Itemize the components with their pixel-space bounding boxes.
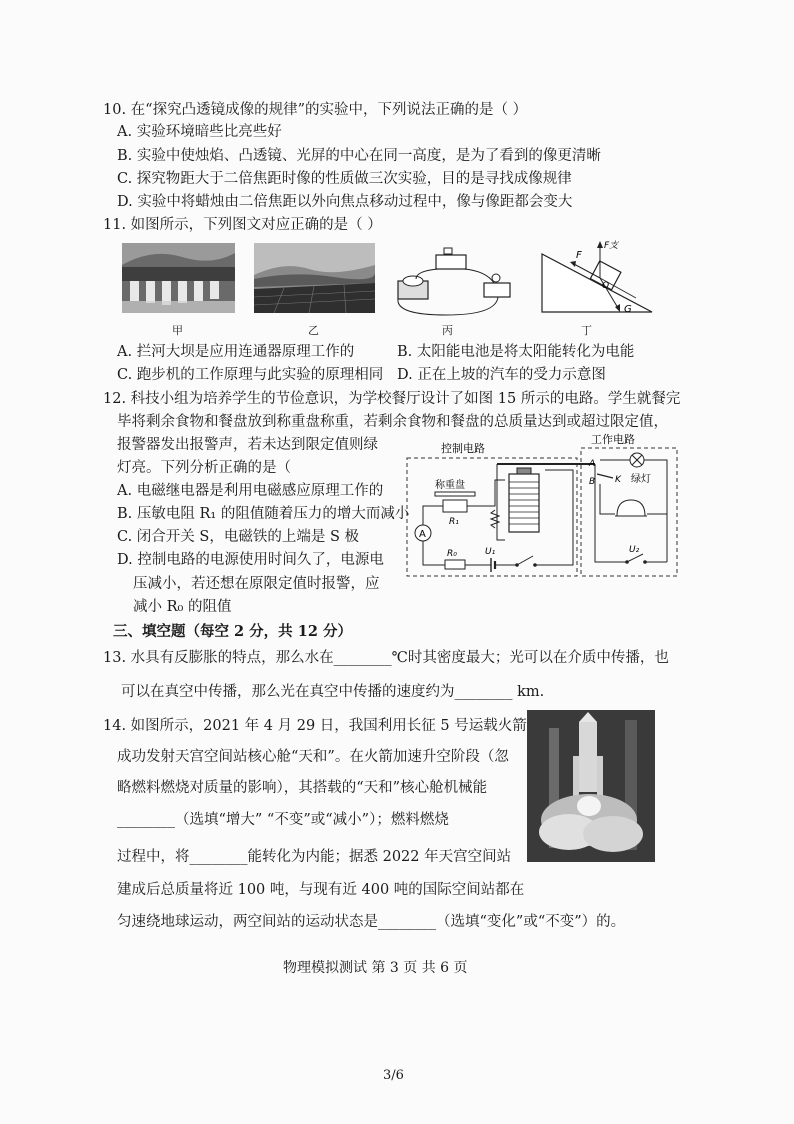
page-number: 3/6 xyxy=(383,1068,404,1083)
r0-label: R₀ xyxy=(447,549,457,559)
caption-yi: 乙 xyxy=(308,324,319,337)
q12-line1: 12. 科技小组为培养学生的节俭意识，为学校餐厅设计了如图 15 所示的电路。学生就餐完 xyxy=(103,391,681,407)
q11-option-c: C. 跑步机的工作原理与此实验的原理相同 xyxy=(117,367,384,383)
q14-line7: 匀速绕地球运动，两空间站的运动状态是________（选填“变化”或“不变”）的。 xyxy=(117,914,626,930)
motor-experiment-drawing xyxy=(386,243,519,321)
q13-line1: 13. 水具有反膨胀的特点，那么水在________℃时其密度最大；光可以在介质中传播，也 xyxy=(103,650,669,666)
alarm-circuit-figure xyxy=(405,430,679,580)
q12-option-d-line1: D. 控制电路的电源使用时间久了，电源电 xyxy=(117,552,384,568)
q14-line5: 过程中，将________能转化为内能；据悉 2022 年天宫空间站 xyxy=(117,849,512,865)
control-circuit-label: 控制电路 xyxy=(441,442,485,455)
q11-option-a: A. 拦河大坝是应用连通器原理工作的 xyxy=(117,344,355,360)
r1-label: R₁ xyxy=(449,517,459,527)
u1-label: U₁ xyxy=(485,547,496,557)
q11-stem: 11. 如图所示，下列图文对应正确的是（ ） xyxy=(103,217,382,233)
contact-a-label: A xyxy=(589,459,596,469)
dam-photo xyxy=(122,243,235,313)
q12-line2: 毕将剩余食物和餐盘放到称重盘称重，若剩余食物和餐盘的总质量达到或超过限定值， xyxy=(117,414,668,430)
q12-line4: 灯亮。下列分析正确的是（ xyxy=(117,460,291,476)
label-f: F xyxy=(576,250,582,261)
contact-b-label: B xyxy=(589,477,596,487)
q10-option-c: C. 探究物距大于二倍焦距时像的性质做三次实验，目的是寻找成像规律 xyxy=(117,171,572,187)
incline-force-diagram xyxy=(540,238,658,316)
q14-line2: 成功发射天宫空间站核心舱“天和”。在火箭加速升空阶段（忽 xyxy=(117,749,509,765)
caption-bing: 丙 xyxy=(442,324,453,337)
caption-ding: 丁 xyxy=(581,324,592,337)
q12-option-c: C. 闭合开关 S，电磁铁的上端是 S 极 xyxy=(117,529,359,545)
label-g: G xyxy=(624,304,632,315)
q11-option-b: B. 太阳能电池是将太阳能转化为电能 xyxy=(397,344,635,360)
ammeter-label: A xyxy=(419,529,426,540)
incline-force-figure xyxy=(540,238,658,316)
contact-k-label: K xyxy=(615,475,621,485)
q14-line1: 14. 如图所示，2021 年 4 月 29 日，我国利用长征 5 号运载火箭 xyxy=(103,718,527,734)
q10-option-d: D. 实验中将蜡烛由二倍焦距以外向焦点移动过程中，像与像距都会变大 xyxy=(117,194,573,210)
motor-experiment-figure xyxy=(386,243,519,321)
dam-illustration xyxy=(122,243,235,313)
q14-line6: 建成后总质量将近 100 吨，与现有近 400 吨的国际空间站都在 xyxy=(117,882,525,898)
u2-label: U₂ xyxy=(629,545,640,555)
q12-line3: 报警器发出报警声，若未达到限定值则绿 xyxy=(117,437,378,453)
label-f-support: F支 xyxy=(604,241,619,251)
page-footer: 物理模拟测试 第 3 页 共 6 页 xyxy=(283,960,468,976)
rocket-launch-photo xyxy=(527,710,655,862)
q14-line4: ________（选填“增大” “不变”或“减小”）；燃料燃烧 xyxy=(117,812,449,828)
label-o: O xyxy=(602,281,610,291)
q10-stem: 10. 在“探究凸透镜成像的规律”的实验中，下列说法正确的是（ ） xyxy=(103,102,528,118)
green-lamp-label: 绿灯 xyxy=(631,474,651,485)
solar-illustration xyxy=(254,243,375,313)
rocket-launch-illustration xyxy=(527,710,655,862)
q10-option-a: A. 实验环境暗些比亮些好 xyxy=(117,124,282,140)
q12-option-d-line2: 压减小，若还想在原限定值时报警，应 xyxy=(133,576,380,592)
q11-option-d: D. 正在上坡的汽车的受力示意图 xyxy=(397,367,606,383)
q14-line3: 略燃料燃烧对质量的影响），其搭载的“天和”核心舱机械能 xyxy=(117,780,488,796)
solar-photo xyxy=(254,243,375,313)
q12-option-a: A. 电磁继电器是利用电磁感应原理工作的 xyxy=(117,483,384,499)
q12-option-d-line3: 减小 R₀ 的阻值 xyxy=(133,599,232,615)
q12-option-b: B. 压敏电阻 R₁ 的阻值随着压力的增大而减小 xyxy=(117,506,410,522)
weighing-pan-label: 称重盘 xyxy=(435,480,465,491)
caption-jia: 甲 xyxy=(172,324,183,337)
work-circuit-label: 工作电路 xyxy=(591,433,635,446)
section-three-heading: 三、填空题（每空 2 分，共 12 分） xyxy=(113,623,352,640)
alarm-circuit-diagram xyxy=(405,430,679,580)
q13-line2: 可以在真空中传播，那么光在真空中传播的速度约为________ km. xyxy=(121,684,545,700)
q10-option-b: B. 实验中使烛焰、凸透镜、光屏的中心在同一高度，是为了看到的像更清晰 xyxy=(117,148,601,164)
